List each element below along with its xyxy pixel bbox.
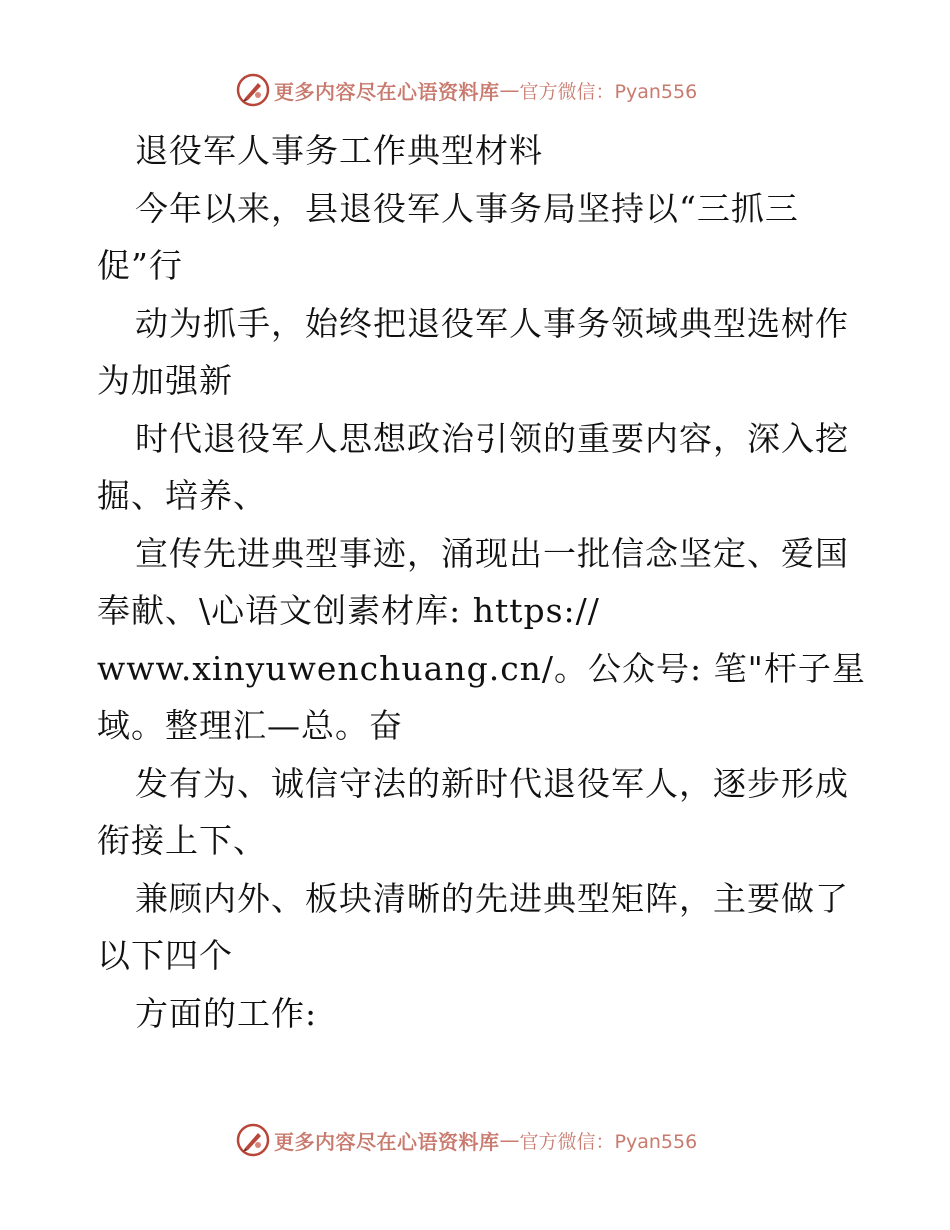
header-watermark [236,72,697,108]
watermark-sub-text: 官方微信：Pyan556 [519,1130,698,1153]
watermark-dash: — [499,78,520,102]
watermark-main-text: 更多内容尽在心语资料库 [274,1129,500,1154]
text-line-url: www.xinyuwenchuang.cn/。公众号: 笔"杆子星 [97,648,866,688]
text-line: 今年以来，县退役军人事务局坚持以“三抓三 [135,188,799,228]
text-line: 宣传先进典型事迹，涌现出一批信念坚定、爱国 [135,533,849,573]
text-line: 发有为、诚信守法的新时代退役军人，逐步形成 [135,763,849,803]
document-body [97,122,866,1042]
text-line: 以下四个 [97,936,233,975]
watermark-sub-text: 官方微信：Pyan556 [519,80,698,103]
text-line: 域。整理汇—总。奋 [97,706,403,745]
text-line: 方面的工作: [135,993,318,1033]
document-title: 退役军人事务工作典型材料 [135,131,543,170]
text-line: 动为抓手，始终把退役军人事务领域典型选树作 [135,303,849,343]
footer-watermark [236,1122,697,1158]
pen-logo-icon [236,1123,270,1157]
text-line: 为加强新 [97,361,233,400]
text-line: 衔接上下、 [97,821,267,860]
text-line: 掘、培养、 [97,476,267,515]
text-line: 时代退役军人思想政治引领的重要内容，深入挖 [135,418,849,458]
pen-logo-icon [236,73,270,107]
text-line: 促”行 [97,246,183,285]
text-line: 兼顾内外、板块清晰的先进典型矩阵，主要做了 [135,878,849,918]
text-line: 奉献、\心语文创素材库: https:// [97,591,600,630]
watermark-dash: — [499,1128,520,1152]
watermark-main-text: 更多内容尽在心语资料库 [274,79,500,104]
